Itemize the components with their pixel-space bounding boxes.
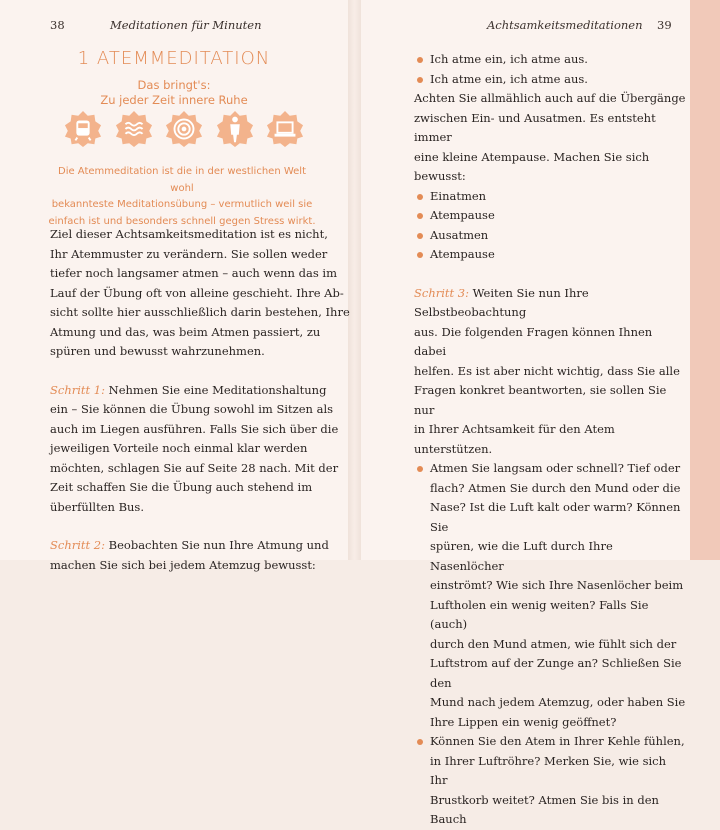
step-1-line <box>50 381 350 401</box>
intro-line: einfach ist und besonders schnell gegen Stress wirkt. <box>48 215 316 227</box>
body-line: Ziel dieser Achtsamkeitsmeditation ist es nicht, <box>50 227 328 241</box>
body-line: eine kleine Atempause. Machen Sie sich bewusst: <box>414 149 650 183</box>
body-line: einströmt? Wie sich Ihre Nasenlöcher beim <box>430 578 684 592</box>
body-line: helfen. Es ist aber nicht wichtig, dass Sie alle <box>414 363 680 378</box>
body-line: Lauf der Übung oft von alleine geschieht. Ihre Ab- <box>50 285 344 300</box>
waves-icon <box>115 110 153 148</box>
intro-line: bekannteste Meditationsübung – vermutlich weil sie <box>51 199 313 210</box>
body-line: spüren und bewusst wahrzunehmen. <box>50 344 265 358</box>
train-icon <box>64 110 102 148</box>
body-line: Luftholen ein wenig weiten? Falls Sie (auch) <box>430 597 649 631</box>
body-line: Luftstrom auf der Zunge an? Schließen Sie den <box>430 656 682 690</box>
list-item <box>414 459 686 732</box>
body-line: Atmung und das, was beim Atmen passiert, zu <box>50 324 321 339</box>
body-line: flach? Atmen Sie durch den Mund oder die <box>430 480 681 495</box>
question-bullets <box>414 459 686 830</box>
chapter-title: 1 ATEMMEDITATION <box>77 48 271 69</box>
body-line: Ihr Atemmuster zu verändern. Sie sollen weder <box>50 246 328 261</box>
list-item: Ich atme ein, ich atme aus. <box>414 50 686 70</box>
step-2-line <box>50 536 350 556</box>
intro-line: Die Atemmeditation ist die in der westlichen Welt wohl <box>58 166 306 194</box>
body-line: Atmen Sie langsam oder schnell? Tief oder <box>430 461 681 475</box>
body-line: sicht sollte hier ausschließlich darin bestehen, Ihre <box>50 305 350 319</box>
body-line: Können Sie den Atem in Ihrer Kehle fühlen, <box>430 734 685 748</box>
page-number-right: 39 <box>657 18 672 32</box>
body-line: in Ihrer Luftröhre? Merken Sie, wie sich Ihr <box>430 753 667 787</box>
list-item: Einatmen <box>414 187 686 207</box>
body-line: Nehmen Sie eine Meditationshaltung <box>105 382 327 397</box>
list-item: Atempause <box>414 206 686 226</box>
phase-bullets <box>414 187 686 265</box>
page-edge <box>690 0 720 560</box>
body-line: durch den Mund atmen, wie fühlt sich der <box>430 636 677 651</box>
body-line: Brustkorb weitet? Atmen Sie bis in den Bauch <box>430 792 659 826</box>
list-item: Ich atme ein, ich atme aus. <box>414 70 686 90</box>
list-item: Atempause <box>414 245 686 265</box>
right-body-text <box>414 50 686 830</box>
running-head-right: Achtsamkeitsmeditationen <box>487 18 643 32</box>
page-number-left: 38 <box>50 18 65 32</box>
step-2-label: Schritt 2: <box>50 538 105 552</box>
running-head-left: Meditationen für Minuten <box>110 18 262 32</box>
body-line: auch im Liegen ausführen. Falls Sie sich über die <box>50 421 339 436</box>
list-item: Ausatmen <box>414 226 686 246</box>
body-line: Ihre Lippen ein wenig geöffnet? <box>430 714 617 729</box>
step-3-label: Schritt 3: <box>414 285 469 300</box>
body-line: überfüllten Bus. <box>50 499 144 514</box>
body-line: Fragen konkret beantworten, sie sollen Sie nur <box>414 383 667 417</box>
person-icon <box>216 110 254 148</box>
step-3-line <box>414 284 686 323</box>
list-item <box>414 732 686 830</box>
laptop-icon <box>266 110 304 148</box>
left-body-text <box>50 225 350 575</box>
body-line: Zeit schaffen Sie die Übung auch stehend im <box>50 480 313 494</box>
body-line: jeweiligen Vorteile noch einmal klar werden <box>50 441 308 455</box>
body-line: machen Sie sich bei jedem Atemzug bewusst: <box>50 557 316 572</box>
target-icon <box>165 110 203 148</box>
body-line: in Ihrer Achtsamkeit für den Atem unterstützen. <box>414 422 615 456</box>
body-line: Weiten Sie nun Ihre Selbstbeobachtung <box>414 285 589 319</box>
body-line: Nase? Ist die Luft kalt oder warm? Können Sie <box>430 500 681 534</box>
breath-bullets <box>414 50 686 89</box>
body-line: Achten Sie allmählich auch auf die Übergänge <box>414 91 686 105</box>
body-line: tiefer noch langsamer atmen – auch wenn das im <box>50 266 337 280</box>
body-line: Mund nach jedem Atemzug, oder haben Sie <box>430 695 686 709</box>
body-line: ein – Sie können die Übung sowohl im Sitzen als <box>50 402 334 416</box>
icon-row <box>64 110 304 154</box>
body-line: aus. Die folgenden Fragen können Ihnen dabei <box>414 324 653 358</box>
body-line: spüren, wie die Luft durch Ihre Nasenlöcher <box>430 539 613 573</box>
intro-text <box>48 164 316 230</box>
step-1-label: Schritt 1: <box>50 382 105 397</box>
subtitle-benefit-label: Das bringt's: <box>137 78 211 92</box>
subtitle-benefit: Zu jeder Zeit innere Ruhe <box>100 93 248 107</box>
body-line: zwischen Ein- und Ausatmen. Es entsteht immer <box>414 110 656 144</box>
body-line: Beobachten Sie nun Ihre Atmung und <box>105 538 329 552</box>
body-line: möchten, schlagen Sie auf Seite 28 nach. Mit der <box>50 460 339 475</box>
